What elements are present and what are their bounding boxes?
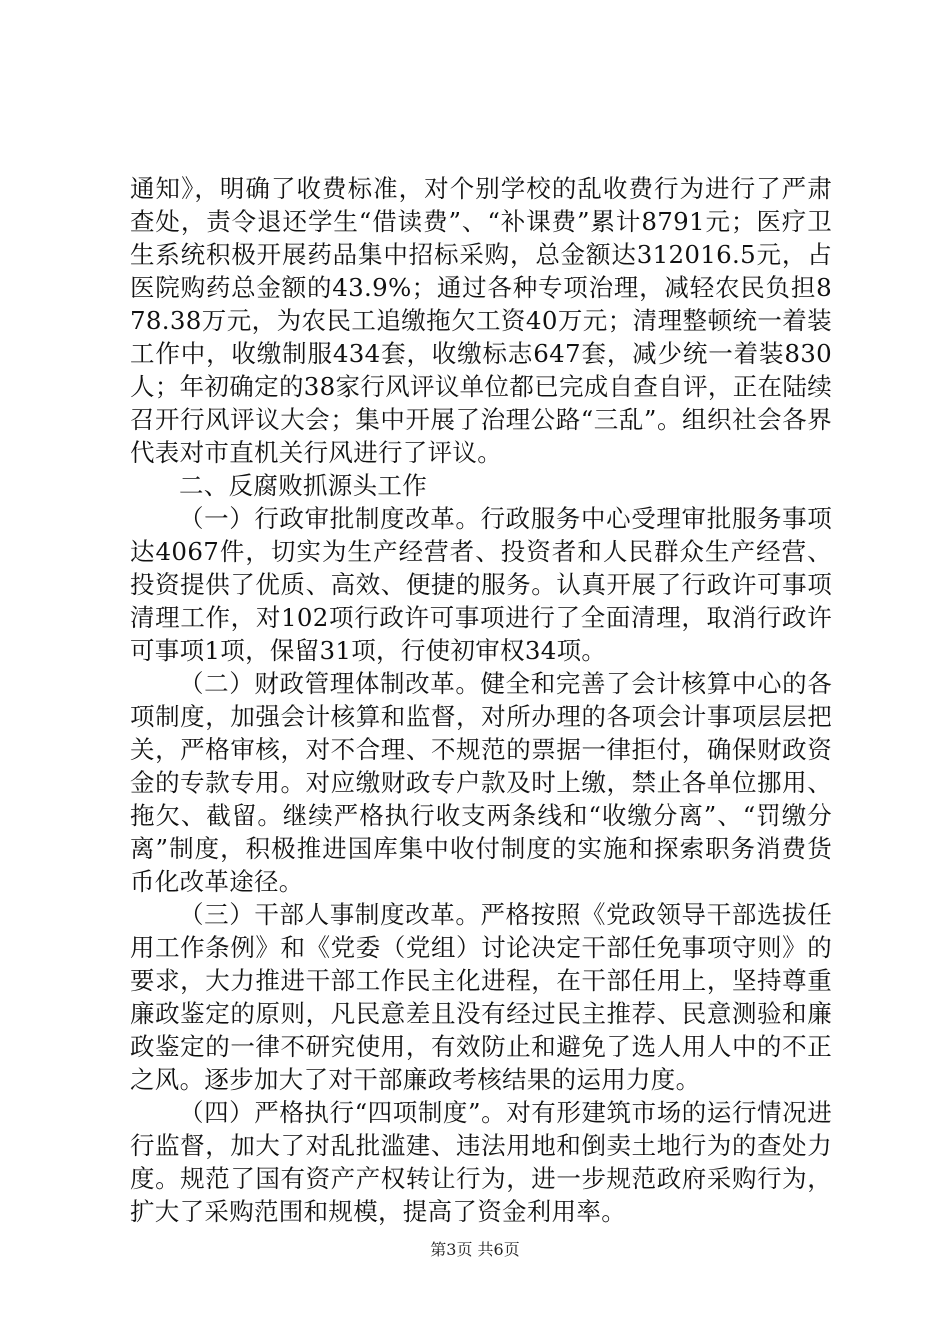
page-footer [0, 1240, 950, 1260]
paragraph-fee-governance: 通知》，明确了收费标准，对个别学校的乱收费行为进行了严肃查处，责令退还学生“借读费”、“补课费”累计8791元；医疗卫生系统积极开展药品集中招标采购，总金额达312016.5元，占医院购药总金额的43.9%；通过各种专项治理，减轻农民负担878.38万元，为农民工追缴拖欠工资40万元；清理整顿统一着装工作中，收缴制服434套，收缴标志647套，减少统一着装830人；年初确定的38家行风评议单位都已完成自查自评，正在陆续召开行风评议大会；集中开展了治理公路“三乱”。组织社会各界代表对市直机关行风进行了评议。 [130, 174, 832, 467]
paragraph-administrative-approval: （一）行政审批制度改革。行政服务中心受理审批服务事项达4067件，切实为生产经营者、投资者和人民群众生产经营、投资提供了优质、高效、便捷的服务。认真开展了行政许可事项清理工作，对102项行政许可事项进行了全面清理，取消行政许可事项1项，保留31项，行使初审权34项。 [130, 504, 832, 665]
section-heading-anti-corruption: 二、反腐败抓源头工作 [179, 471, 427, 500]
paragraph-financial-management: （二）财政管理体制改革。健全和完善了会计核算中心的各项制度，加强会计核算和监督，对所办理的各项会计事项层层把关，严格审核，对不合理、不规范的票据一律拒付，确保财政资金的专款专用。对应缴财政专户款及时上缴，禁止各单位挪用、拖欠、截留。继续严格执行收支两条线和“收缴分离”、“罚缴分离”制度，积极推进国库集中收付制度的实施和探索职务消费货币化改革途径。 [130, 669, 832, 896]
paragraph-personnel-reform: （三）干部人事制度改革。严格按照《党政领导干部选拔任用工作条例》和《党委（党组）讨论决定干部任免事项守则》的要求，大力推进干部工作民主化进程，在干部任用上，坚持尊重廉政鉴定的原则，凡民意差且没有经过民主推荐、民意测验和廉政鉴定的一律不研究使用，有效防止和避免了选人用人中的不正之风。逐步加大了对干部廉政考核结果的运用力度。 [130, 900, 832, 1094]
page-number-label: 第3页 共6页 [430, 1240, 520, 1259]
body-text [130, 172, 832, 1228]
paragraph-four-systems: （四）严格执行“四项制度”。对有形建筑市场的运行情况进行监督，加大了对乱批滥建、违法用地和倒卖土地行为的查处力度。规范了国有资产产权转让行为，进一步规范政府采购行为，扩大了采购范围和规模，提高了资金利用率。 [130, 1098, 832, 1226]
